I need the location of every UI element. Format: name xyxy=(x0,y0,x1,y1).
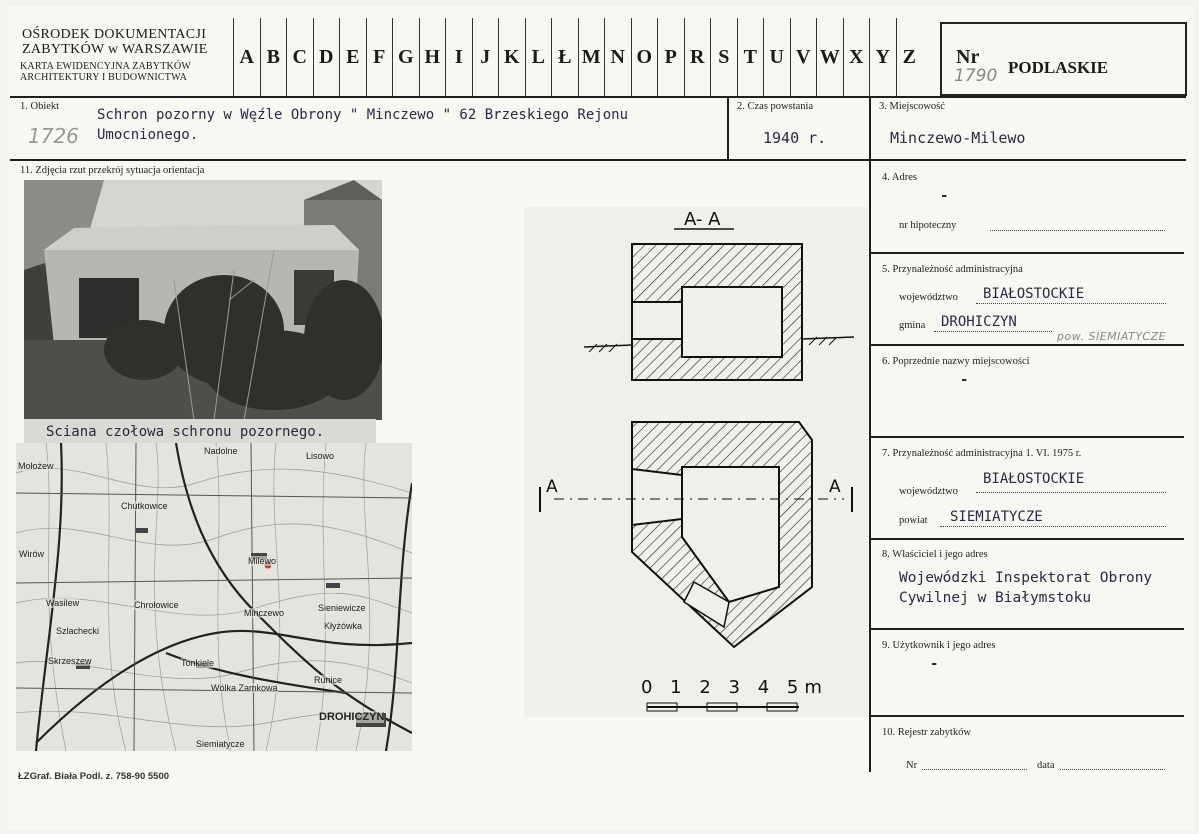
divider xyxy=(870,436,1184,438)
field-4-hip-label: nr hipoteczny xyxy=(899,220,957,231)
plan-drawing xyxy=(524,207,868,717)
field-1-handwritten: 1726 xyxy=(28,124,79,148)
index-letter: B xyxy=(260,18,287,96)
printer-footer: ŁZGraf. Biała Podl. z. 758-90 5500 xyxy=(18,771,170,782)
dotted-line xyxy=(976,492,1166,493)
field-8-label: 8. Właściciel i jego adres xyxy=(882,549,988,560)
field-10-nr-label: Nr xyxy=(906,760,918,771)
index-letter: Y xyxy=(869,18,896,96)
scale-label: 0 1 2 3 4 5m xyxy=(641,677,828,698)
field-7-pow-label: powiat xyxy=(899,515,928,526)
map-label: Kłyżówka xyxy=(324,621,363,631)
map-label: Szlachecki xyxy=(56,626,100,636)
index-letter: A xyxy=(233,18,260,96)
map-label: Milewo xyxy=(248,556,277,566)
field-7-pow-value: SIEMIATYCZE xyxy=(950,509,1043,525)
divider xyxy=(727,96,729,160)
divider xyxy=(870,628,1184,630)
plan-view xyxy=(540,422,852,647)
divider xyxy=(870,538,1184,540)
field-6-label: 6. Poprzednie nazwy miejscowości xyxy=(882,356,1030,367)
field-6-value: - xyxy=(960,372,969,388)
map-label: Wasilew xyxy=(46,598,80,608)
dotted-line xyxy=(940,526,1166,527)
map-label: Skrzeszew xyxy=(48,656,92,666)
map-label: Mołożew xyxy=(18,461,54,471)
field-1-value: Schron pozorny w Węźle Obrony " Minczewo " 62 Brzeskiego Rejonu Umocnionego. xyxy=(97,107,629,143)
org-line-2: ZABYTKÓW w WARSZAWIE xyxy=(22,42,208,57)
scale-bar xyxy=(647,703,799,711)
index-letter: U xyxy=(763,18,790,96)
index-letter: F xyxy=(366,18,393,96)
field-9-label: 9. Użytkownik i jego adres xyxy=(882,640,996,651)
map-label: Nadolne xyxy=(204,446,238,456)
nr-label: Nr xyxy=(956,46,980,68)
dotted-line xyxy=(1060,769,1165,770)
section-marker-left: A xyxy=(546,477,558,497)
field-5-handwritten: pow. SIEMIATYCZE xyxy=(1057,330,1167,343)
index-letter: P xyxy=(657,18,684,96)
index-letter: C xyxy=(286,18,313,96)
index-letter: X xyxy=(843,18,870,96)
index-letter: O xyxy=(631,18,658,96)
org-line-3: KARTA EWIDENCYJNA ZABYTKÓW xyxy=(20,61,192,72)
field-5-gmina-value: DROHICZYN xyxy=(941,314,1017,330)
index-letter: L xyxy=(525,18,552,96)
field-2-value: 1940 r. xyxy=(763,129,827,147)
divider xyxy=(870,344,1184,346)
index-letter: E xyxy=(339,18,366,96)
index-letter: H xyxy=(419,18,446,96)
field-5-woj-label: województwo xyxy=(899,292,958,303)
field-2-label: 2. Czas powstania xyxy=(737,101,814,112)
map-label: Chrołowice xyxy=(134,600,179,610)
map-label: Sieniewicze xyxy=(318,603,366,613)
map-label: Wirów xyxy=(19,549,44,559)
field-7-woj-value: BIAŁOSTOCKIE xyxy=(983,471,1085,487)
field-3-label: 3. Miejscowość xyxy=(879,101,945,112)
index-letter: N xyxy=(604,18,631,96)
index-letter: W xyxy=(816,18,843,96)
nr-handwritten: 1790 xyxy=(954,66,998,86)
field-4-value: - xyxy=(940,188,949,204)
field-7-woj-label: województwo xyxy=(899,486,958,497)
section-marker-right: A xyxy=(829,477,841,497)
field-5-woj-value: BIAŁOSTOCKIE xyxy=(983,286,1085,302)
nr-box xyxy=(940,22,1187,96)
index-letter: I xyxy=(445,18,472,96)
field-10-data-label: data xyxy=(1037,760,1055,771)
index-letter: S xyxy=(710,18,737,96)
field-5-label: 5. Przynależność administracyjna xyxy=(882,264,1023,275)
map-labels xyxy=(16,443,412,751)
index-letter: G xyxy=(392,18,419,96)
map-label: Minczewo xyxy=(244,608,285,618)
field-1-label: 1. Obiekt xyxy=(20,101,60,112)
index-letters xyxy=(233,18,922,96)
index-letter: J xyxy=(472,18,499,96)
photo-caption: Sciana czołowa schronu pozornego. xyxy=(46,424,325,440)
location-map xyxy=(16,443,412,751)
org-line-4: ARCHITEKTURY I BUDOWNICTWA xyxy=(20,72,188,83)
map-label: Chutkowice xyxy=(121,501,168,511)
card-type xyxy=(20,61,238,83)
map-label: Wólka Zamkowa xyxy=(211,683,278,693)
index-letter: R xyxy=(684,18,711,96)
map-label: DROHICZYN xyxy=(319,711,385,723)
field-7-label: 7. Przynależność administracyjna 1. VI. 1975 r. xyxy=(882,448,1082,459)
index-letter: D xyxy=(313,18,340,96)
field-11-label: 11. Zdjęcia rzut przekrój sytuacja orientacja xyxy=(20,165,205,176)
divider xyxy=(10,96,1186,98)
map-label: Tonkiele xyxy=(181,658,215,668)
dotted-line xyxy=(990,230,1165,231)
section-title: A- A xyxy=(684,209,721,230)
dotted-line xyxy=(922,769,1027,770)
divider xyxy=(10,159,1186,161)
field-8-value-line-1: Wojewódzki Inspektorat Obrony xyxy=(899,570,1153,586)
map-label: Runice xyxy=(314,675,343,685)
index-letter: Z xyxy=(896,18,923,96)
index-letter: T xyxy=(737,18,764,96)
field-8-value-line-2: Cywilnej w Białymstoku xyxy=(899,590,1092,606)
divider xyxy=(870,715,1184,717)
index-letter: M xyxy=(578,18,605,96)
field-5-gmina-label: gmina xyxy=(899,320,926,331)
org-name xyxy=(22,27,237,57)
field-9-value: - xyxy=(930,656,939,672)
dotted-line xyxy=(934,331,1052,332)
map-label: Siemiatycze xyxy=(196,739,245,749)
dotted-line xyxy=(976,303,1166,304)
region-label: PODLASKIE xyxy=(1008,58,1109,77)
field-8-value xyxy=(899,568,1152,608)
divider xyxy=(869,96,871,772)
map-label: Lisowo xyxy=(306,451,335,461)
divider xyxy=(870,252,1184,254)
field-10-label: 10. Rejestr zabytków xyxy=(882,727,971,738)
bunker-photo xyxy=(24,180,382,420)
org-line-1: OŚRODEK DOKUMENTACJI xyxy=(22,27,207,42)
section-view xyxy=(584,229,854,380)
index-letter: Ł xyxy=(551,18,578,96)
field-3-value: Minczewo-Milewo xyxy=(890,129,1026,147)
index-letter: K xyxy=(498,18,525,96)
field-4-label: 4. Adres xyxy=(882,172,917,183)
index-letter: V xyxy=(790,18,817,96)
